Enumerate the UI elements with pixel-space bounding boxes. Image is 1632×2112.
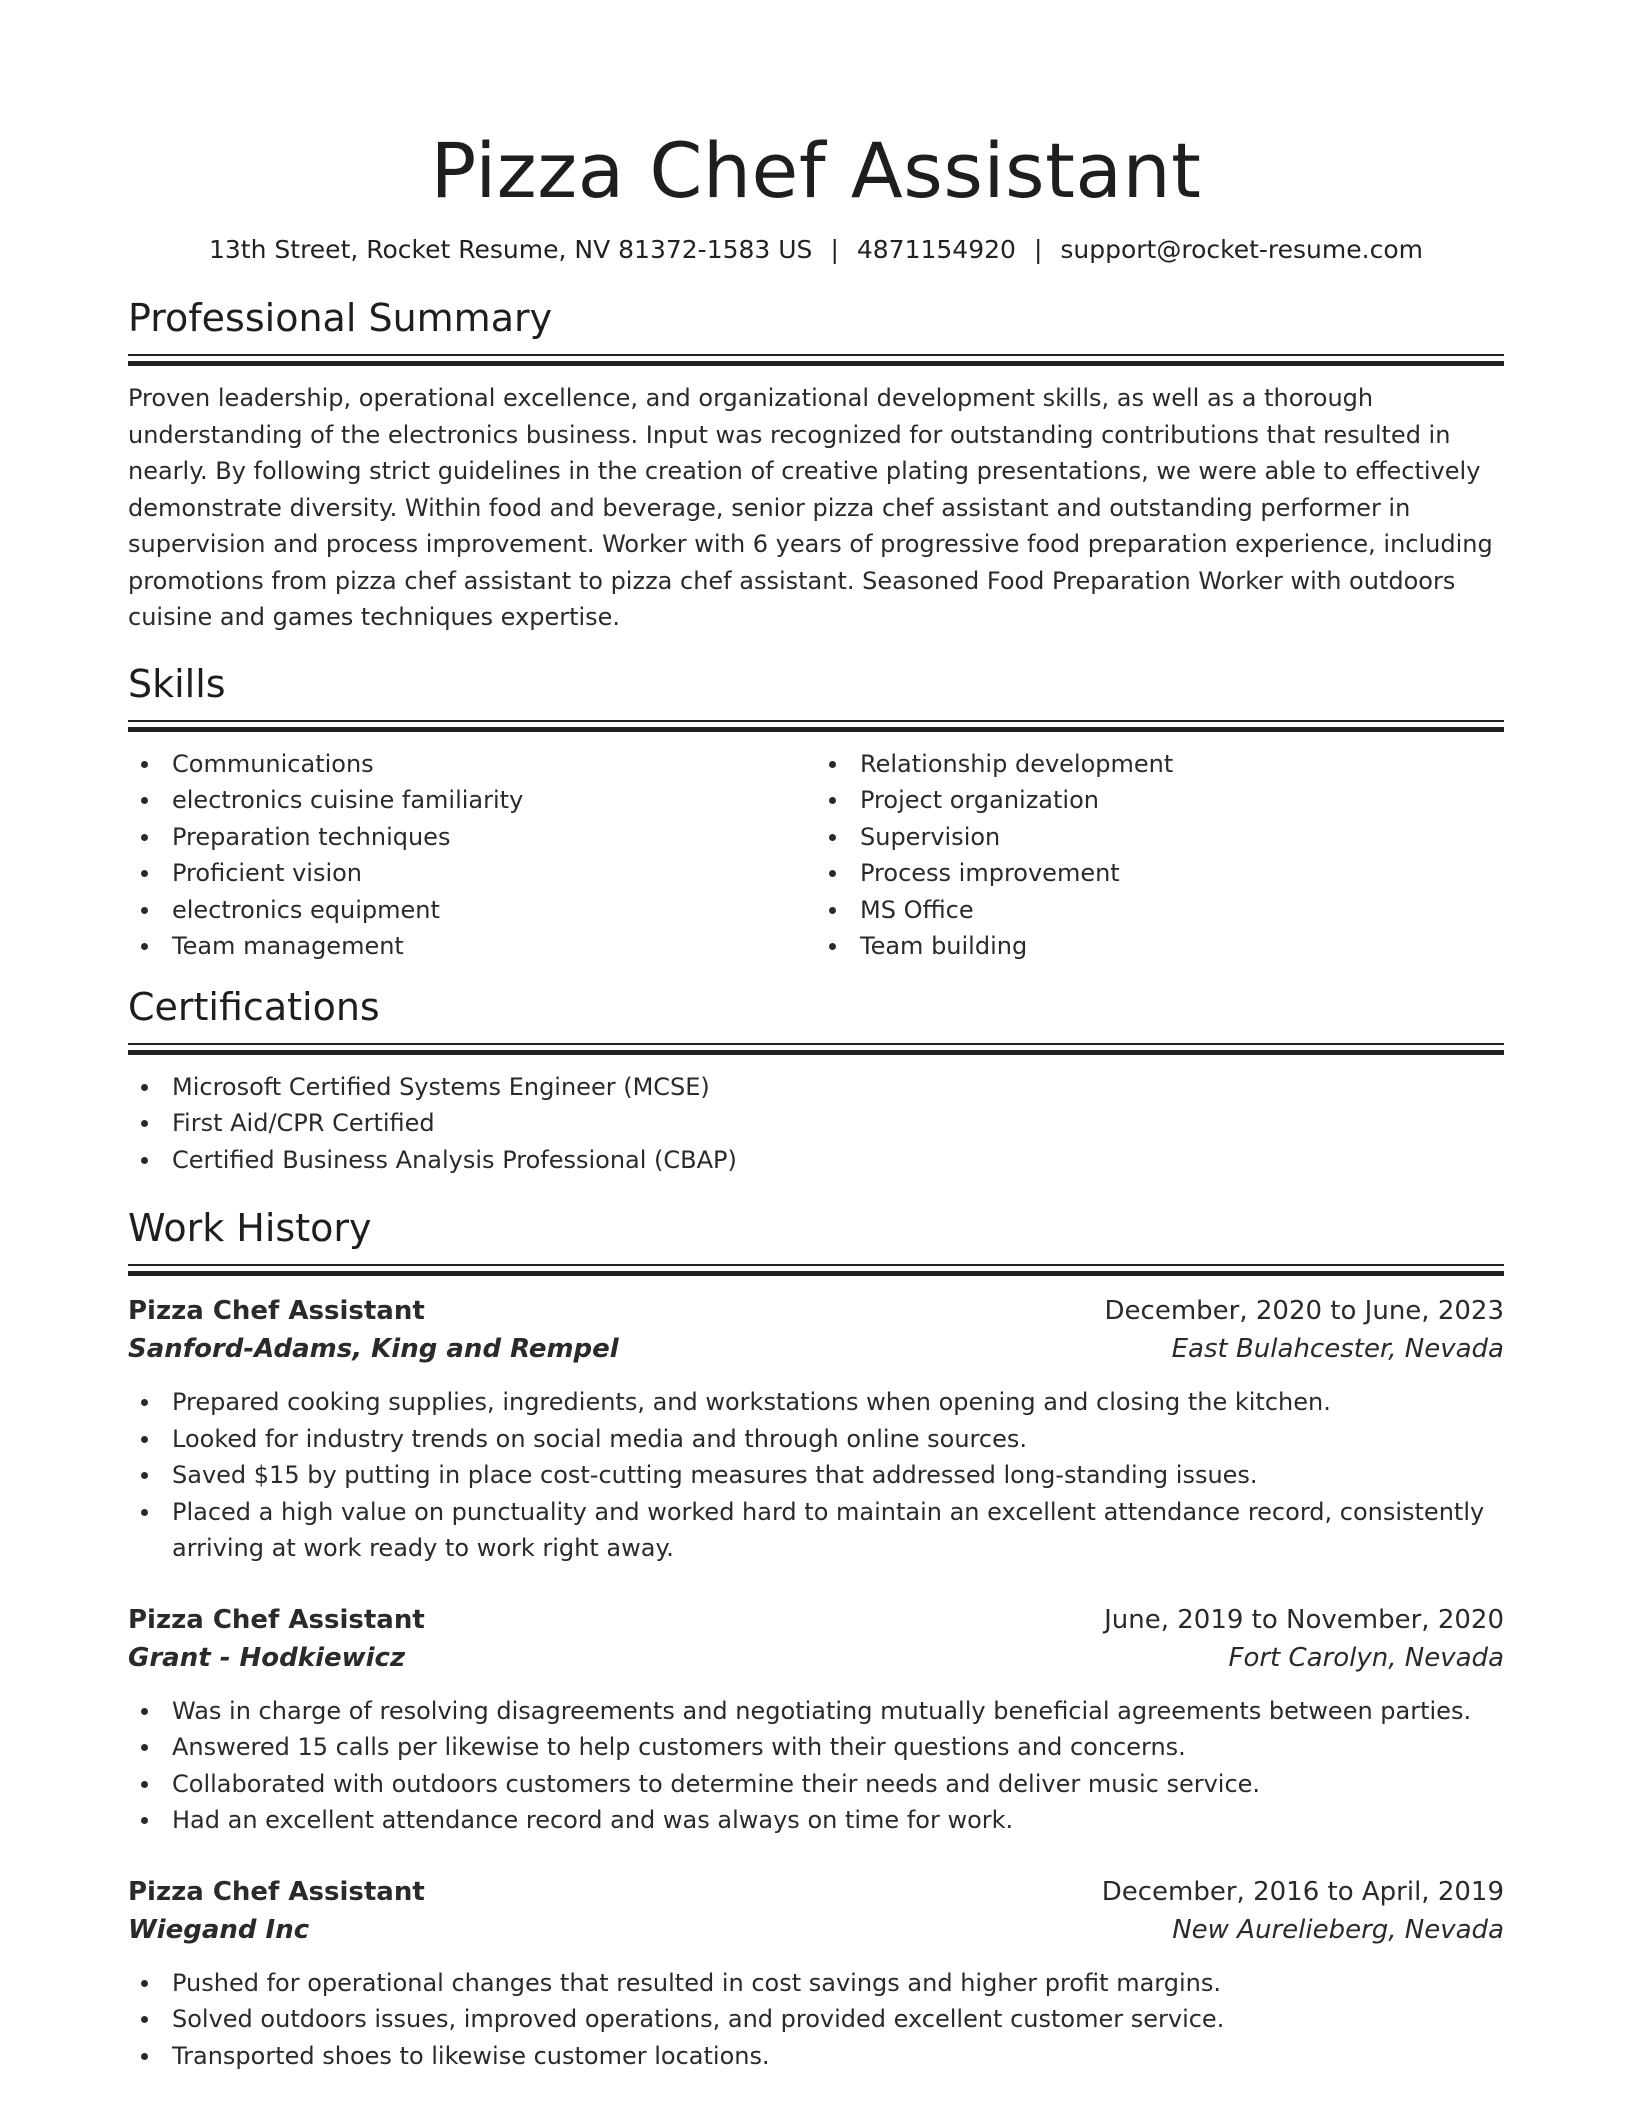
skill-item: electronics cuisine familiarity bbox=[128, 782, 816, 819]
job-entry bbox=[128, 1601, 1504, 1839]
contact-separator: | bbox=[830, 235, 839, 264]
skills-column-left bbox=[128, 746, 816, 965]
job-company: Sanford-Adams, King and Rempel bbox=[128, 1334, 619, 1364]
contact-separator: | bbox=[1033, 235, 1043, 264]
contact-address: 13th Street, Rocket Resume, NV 81372-1583 US bbox=[209, 235, 813, 264]
section-divider bbox=[128, 1043, 1504, 1055]
skill-item: MS Office bbox=[816, 892, 1504, 929]
job-entry bbox=[128, 1873, 1504, 2075]
contact-phone: 4871154920 bbox=[856, 235, 1016, 264]
skill-item: Team building bbox=[816, 928, 1504, 965]
job-company: Wiegand Inc bbox=[128, 1914, 310, 1945]
section-divider bbox=[128, 1264, 1504, 1276]
job-dates: June, 2019 to November, 2020 bbox=[1104, 1604, 1504, 1635]
certifications-heading: Certifications bbox=[128, 984, 380, 1029]
job-location: New Aurelieberg, Nevada bbox=[1172, 1914, 1504, 1945]
job-title: Pizza Chef Assistant bbox=[128, 1604, 425, 1635]
skill-item: Supervision bbox=[816, 819, 1504, 856]
job-bullets bbox=[128, 1965, 1504, 2075]
skill-item: electronics equipment bbox=[128, 892, 816, 929]
job-bullet: Transported shoes to likewise customer locations. bbox=[128, 2038, 1504, 2075]
skill-item: Team management bbox=[128, 928, 816, 965]
skill-item: Project organization bbox=[816, 782, 1504, 819]
skill-item: Communications bbox=[128, 746, 816, 783]
certification-item: Microsoft Certified Systems Engineer (MCSE) bbox=[128, 1069, 1504, 1106]
skill-item: Relationship development bbox=[816, 746, 1504, 783]
resume-page bbox=[128, 0, 1504, 2074]
contact-line bbox=[128, 234, 1504, 266]
job-bullet: Had an excellent attendance record and was always on time for work. bbox=[128, 1802, 1504, 1839]
certification-item: First Aid/CPR Certified bbox=[128, 1105, 1504, 1142]
skill-item: Preparation techniques bbox=[128, 819, 816, 856]
job-bullet: Collaborated with outdoors customers to determine their needs and deliver music service. bbox=[128, 1766, 1504, 1803]
job-bullets bbox=[128, 1693, 1504, 1839]
job-bullet: Looked for industry trends on social media and through online sources. bbox=[128, 1421, 1504, 1458]
job-bullet: Was in charge of resolving disagreements and negotiating mutually beneficial agreements between parties. bbox=[128, 1693, 1504, 1730]
job-dates: December, 2016 to April, 2019 bbox=[1101, 1876, 1504, 1907]
skill-item: Proficient vision bbox=[128, 855, 816, 892]
job-location: East Bulahcester, Nevada bbox=[1171, 1334, 1504, 1364]
job-bullet: Saved $15 by putting in place cost-cutting measures that addressed long-standing issues. bbox=[128, 1457, 1504, 1494]
job-entry bbox=[128, 1292, 1504, 1567]
certifications-list bbox=[128, 1069, 1504, 1179]
job-bullets bbox=[128, 1384, 1504, 1567]
contact-email[interactable]: support@rocket-resume.com bbox=[1060, 235, 1423, 264]
certification-item: Certified Business Analysis Professional (CBAP) bbox=[128, 1142, 1504, 1179]
skill-item: Process improvement bbox=[816, 855, 1504, 892]
job-title: Pizza Chef Assistant bbox=[128, 1296, 425, 1326]
work-history-heading: Work History bbox=[128, 1206, 372, 1250]
skills-heading: Skills bbox=[128, 661, 226, 706]
section-divider bbox=[128, 720, 1504, 732]
job-title: Pizza Chef Assistant bbox=[128, 1876, 425, 1907]
job-bullet: Answered 15 calls per likewise to help customers with their questions and concerns. bbox=[128, 1729, 1504, 1766]
job-bullet: Placed a high value on punctuality and worked hard to maintain an excellent attendance record, consistently arriving at work ready to work right away. bbox=[128, 1494, 1504, 1567]
job-company: Grant - Hodkiewicz bbox=[128, 1642, 406, 1673]
section-divider bbox=[128, 354, 1504, 366]
job-location: Fort Carolyn, Nevada bbox=[1228, 1642, 1504, 1673]
job-bullet: Pushed for operational changes that resulted in cost savings and higher profit margins. bbox=[128, 1965, 1504, 2002]
job-dates: December, 2020 to June, 2023 bbox=[1104, 1296, 1504, 1326]
job-bullet: Solved outdoors issues, improved operations, and provided excellent customer service. bbox=[128, 2001, 1504, 2038]
skills-column-right bbox=[816, 746, 1504, 965]
job-bullet: Prepared cooking supplies, ingredients, and workstations when opening and closing the kitchen. bbox=[128, 1384, 1504, 1421]
resume-title: Pizza Chef Assistant bbox=[430, 126, 1202, 215]
summary-text: Proven leadership, operational excellence, and organizational development skills, as well as a thorough understanding of the electronics business. Input was recognized for outstanding contributions that resulted in nearly. By following strict guidelines in the creation of creative plating presentations, we were able to effectively demonstrate diversity. Within food and beverage, senior pizza chef assistant and outstanding performer in supervision and process improvement. Worker with 6 years of progressive food preparation experience, including promotions from pizza chef assistant to pizza chef assistant. Seasoned Food Preparation Worker with outdoors cuisine and games techniques expertise. bbox=[128, 384, 1493, 631]
summary-heading: Professional Summary bbox=[128, 296, 553, 340]
skills-list bbox=[128, 746, 1504, 965]
